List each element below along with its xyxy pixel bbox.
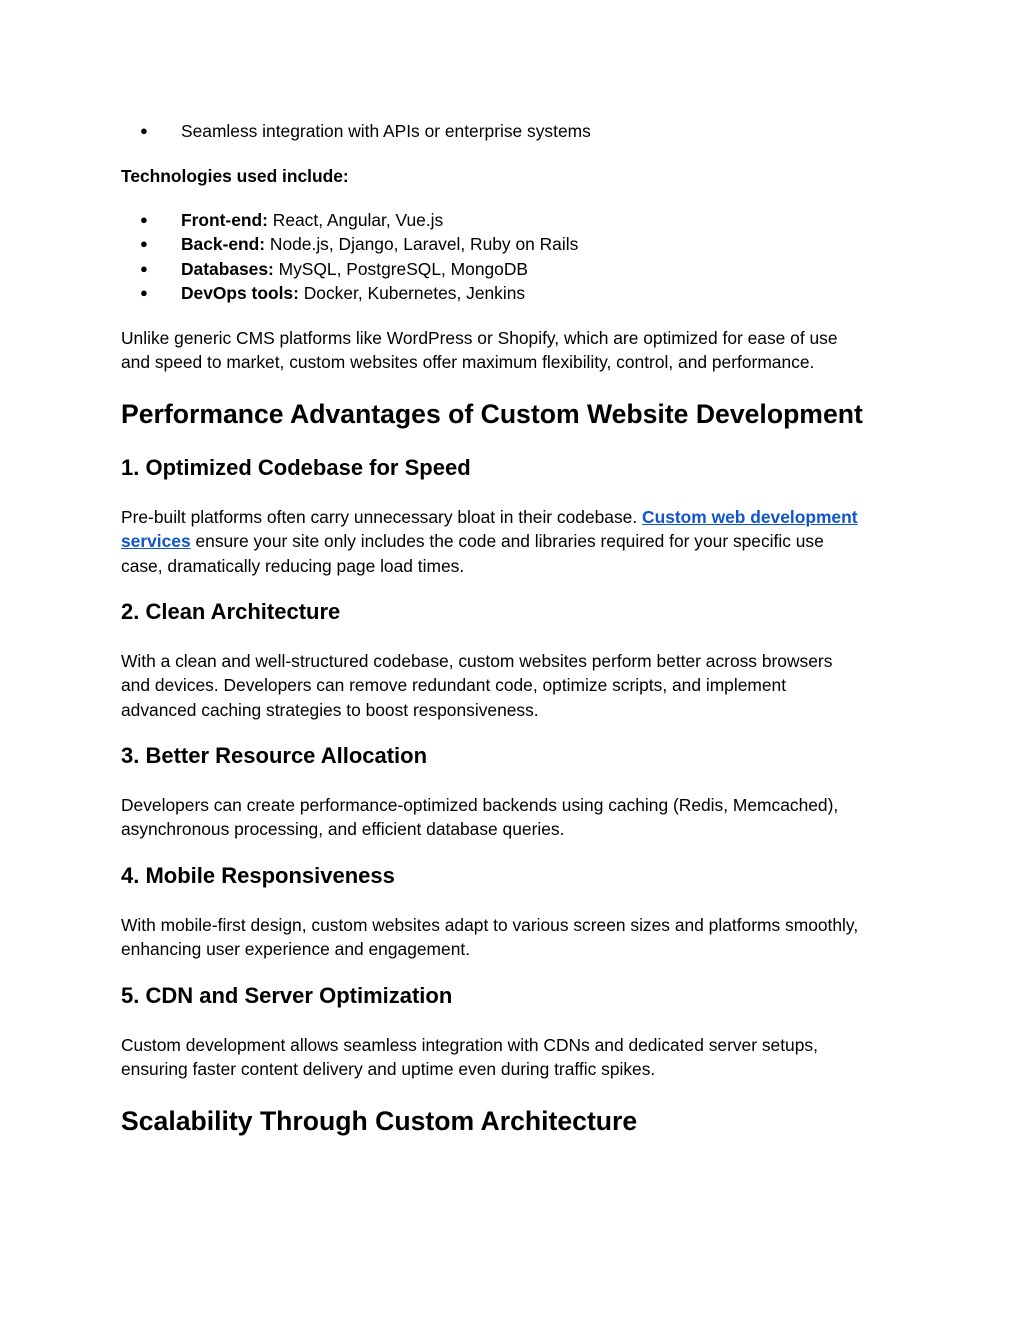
subsection-heading: 3. Better Resource Allocation (121, 743, 428, 768)
bullet-icon: ● (140, 212, 148, 227)
bullet-icon: ● (140, 123, 148, 138)
tech-list (121, 208, 578, 306)
tech-value: MySQL, PostgreSQL, MongoDB (273, 258, 528, 279)
paragraph-line: Custom development allows seamless integration with CDNs and dedicated server setups, (121, 1035, 818, 1055)
services-link[interactable]: services (121, 531, 191, 552)
tech-label: Front-end: (181, 210, 268, 230)
list-item (121, 119, 591, 143)
intro-paragraph (121, 326, 838, 375)
paragraph-line: asynchronous processing, and efficient database queries. (121, 819, 565, 840)
tech-label: Back-end: (181, 234, 266, 255)
paragraph-text: Pre-built platforms often carry unnecessary bloat in their codebase. (121, 507, 643, 527)
subsection-paragraph (121, 1033, 818, 1082)
top-bullet-list (121, 119, 591, 143)
subsection-heading: 2. Clean Architecture (121, 599, 341, 624)
list-item (121, 208, 578, 232)
subsection-heading: 1. Optimized Codebase for Speed (121, 455, 471, 480)
section-title: Scalability Through Custom Architecture (121, 1106, 638, 1136)
paragraph-line: Unlike generic CMS platforms like WordPress or Shopify, which are optimized for ease of use (121, 328, 838, 348)
paragraph-line (121, 505, 911, 529)
subsection-paragraph (121, 649, 832, 722)
tech-label: Databases: (181, 258, 274, 279)
paragraph-line: case, dramatically reducing page load times. (121, 555, 465, 576)
section-title: Performance Advantages of Custom Website Development (121, 399, 863, 429)
paragraph-line: and speed to market, custom websites offer maximum flexibility, control, and performance. (121, 352, 815, 373)
tech-value: Node.js, Django, Laravel, Ruby on Rails (265, 234, 579, 255)
subsection-heading: 4. Mobile Responsiveness (121, 863, 395, 888)
list-item (121, 257, 578, 281)
paragraph-line: and devices. Developers can remove redundant code, optimize scripts, and implement (121, 675, 787, 696)
paragraph-line: Developers can create performance-optimized backends using caching (Redis, Memcached), (121, 795, 839, 815)
tech-value: React, Angular, Vue.js (267, 210, 444, 230)
bullet-icon: ● (140, 285, 148, 301)
subsection-paragraph (121, 793, 838, 842)
paragraph-line: enhancing user experience and engagement. (121, 939, 471, 960)
custom-web-development-link[interactable]: Custom web development (642, 507, 858, 527)
tech-heading: Technologies used include: (121, 166, 349, 186)
paragraph-line: ensuring faster content delivery and uptime even during traffic spikes. (121, 1059, 656, 1080)
tech-value: Docker, Kubernetes, Jenkins (298, 283, 526, 304)
tech-label: DevOps tools: (181, 283, 299, 304)
paragraph-line: advanced caching strategies to boost responsiveness. (121, 699, 539, 720)
paragraph-text: ensure your site only includes the code and libraries required for your specific use (190, 531, 824, 552)
subsection-paragraph (121, 505, 911, 578)
paragraph-line (121, 529, 911, 553)
subsection-paragraph (121, 913, 858, 962)
subsection-heading: 5. CDN and Server Optimization (121, 983, 453, 1008)
bullet-icon: ● (140, 236, 148, 252)
bullet-icon: ● (140, 260, 148, 276)
paragraph-line: With a clean and well-structured codebase, custom websites perform better across browsers (121, 651, 833, 671)
list-item-text: Seamless integration with APIs or enterprise systems (181, 121, 591, 141)
list-item (121, 281, 578, 305)
paragraph-line: With mobile-first design, custom websites adapt to various screen sizes and platforms smoothly, (121, 915, 859, 935)
list-item (121, 232, 578, 256)
